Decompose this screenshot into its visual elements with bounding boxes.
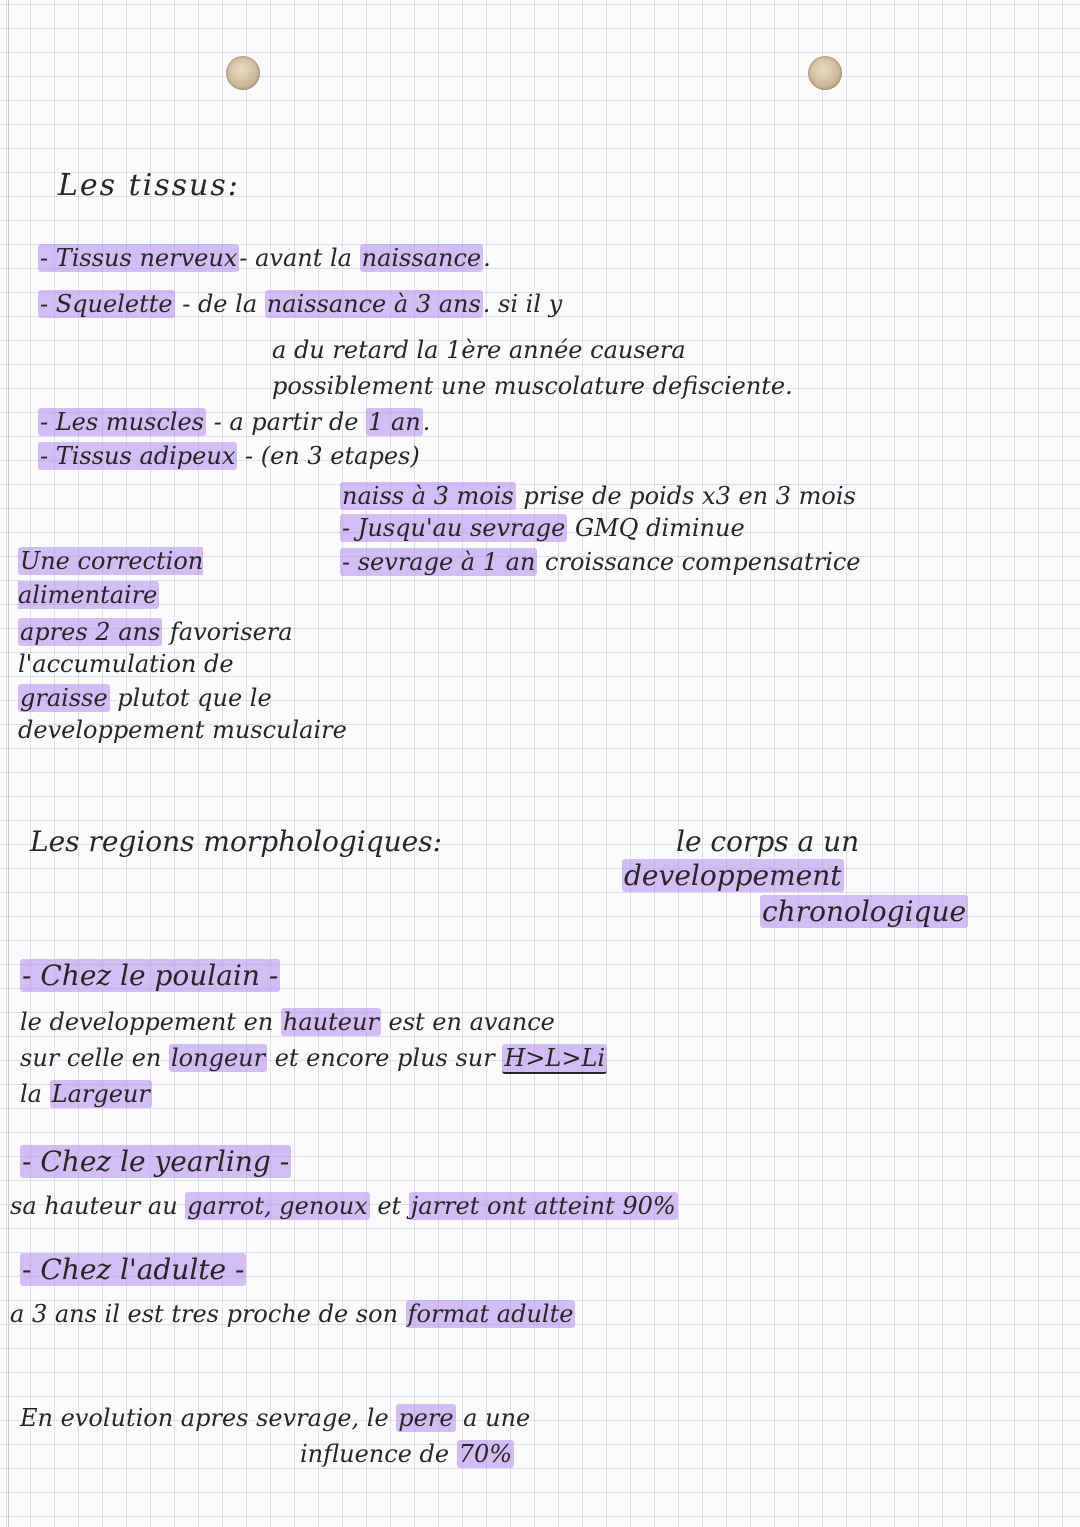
tissue-label: - Tissus adipeux bbox=[40, 442, 236, 470]
regions-heading: Les regions morphologiques: bbox=[30, 825, 443, 858]
yearling-line-1 bbox=[10, 1192, 678, 1220]
yearling-highlight: jarret ont atteint 90% bbox=[410, 1192, 676, 1220]
poulain-highlight: longeur bbox=[171, 1044, 266, 1072]
tissue-nerveux bbox=[38, 244, 491, 272]
poulain-text: est en avance bbox=[380, 1008, 555, 1036]
poulain-heading bbox=[20, 959, 280, 992]
poulain-highlight: Largeur bbox=[51, 1080, 150, 1108]
evolution-highlight: pere bbox=[398, 1404, 454, 1432]
poulain-ratio: H>L>Li bbox=[504, 1044, 606, 1072]
regions-line-2 bbox=[622, 859, 844, 892]
evolution-text: a une bbox=[455, 1404, 531, 1432]
correction-highlight: Une correction alimentaire bbox=[18, 547, 204, 609]
adipeux-step-2 bbox=[340, 514, 745, 542]
adulte-highlight: format adulte bbox=[407, 1300, 574, 1328]
tissue-label: - Tissus nerveux bbox=[40, 244, 238, 272]
regions-highlight: chronologique bbox=[762, 895, 967, 928]
adipeux-step-1 bbox=[340, 482, 856, 510]
adulte-heading bbox=[20, 1253, 246, 1286]
tissue-muscles bbox=[38, 408, 430, 436]
evolution-line-1 bbox=[20, 1404, 530, 1432]
poulain-text: sur celle en bbox=[20, 1044, 169, 1072]
adulte-title: - Chez l'adulte - bbox=[22, 1253, 245, 1286]
tissue-text: - avant la bbox=[239, 244, 360, 272]
tissue-text: - (en 3 etapes) bbox=[237, 442, 420, 470]
correction-highlight: apres 2 ans bbox=[20, 618, 161, 646]
regions-highlight: developpement bbox=[624, 859, 842, 892]
poulain-text: et encore plus sur bbox=[267, 1044, 503, 1072]
poulain-text: le developpement en bbox=[20, 1008, 281, 1036]
evolution-highlight: 70% bbox=[458, 1440, 513, 1468]
yearling-heading bbox=[20, 1145, 291, 1178]
poulain-text: la bbox=[20, 1080, 50, 1108]
correction-text: plutot que le bbox=[109, 684, 272, 712]
adipeux-step-3 bbox=[340, 548, 860, 576]
squelette-continuation-2: possiblement une muscolature defisciente. bbox=[272, 372, 793, 400]
correction-text: favorisera bbox=[162, 618, 293, 646]
poulain-line-2 bbox=[20, 1044, 607, 1072]
yearling-text: sa hauteur au bbox=[10, 1192, 186, 1220]
adulte-line-1 bbox=[10, 1300, 575, 1328]
step-text: prise de poids x3 en 3 mois bbox=[515, 482, 856, 510]
correction-highlight: graisse bbox=[20, 684, 108, 712]
tissue-text: - de la bbox=[174, 290, 265, 318]
step-text: croissance compensatrice bbox=[537, 548, 861, 576]
adulte-text: a 3 ans il est tres proche de son bbox=[10, 1300, 406, 1328]
tissue-label: - Les muscles bbox=[40, 408, 204, 436]
poulain-line-3 bbox=[20, 1080, 152, 1108]
tissue-highlight: 1 an bbox=[368, 408, 421, 436]
poulain-highlight: hauteur bbox=[282, 1008, 379, 1036]
correction-line-3 bbox=[18, 618, 293, 646]
tissue-end: . bbox=[483, 244, 491, 272]
evolution-text: En evolution apres sevrage, le bbox=[20, 1404, 397, 1432]
regions-text: le corps a un bbox=[676, 825, 860, 858]
correction-line-4: l'accumulation de bbox=[18, 650, 234, 678]
regions-line-3 bbox=[760, 895, 968, 928]
poulain-title: - Chez le poulain - bbox=[22, 959, 279, 992]
tissue-squelette bbox=[38, 290, 562, 318]
yearling-text: et bbox=[369, 1192, 409, 1220]
tissue-adipeux bbox=[38, 442, 420, 470]
correction-line-5 bbox=[18, 684, 272, 712]
tissue-highlight: naissance bbox=[361, 244, 482, 272]
poulain-line-1 bbox=[20, 1008, 555, 1036]
tissue-end: . bbox=[422, 408, 431, 436]
tissue-label: - Squelette bbox=[40, 290, 173, 318]
binder-hole-right bbox=[808, 56, 842, 90]
binder-hole-left bbox=[226, 56, 260, 90]
yearling-highlight: garrot, genoux bbox=[187, 1192, 368, 1220]
evolution-line-2 bbox=[300, 1440, 514, 1468]
regions-title bbox=[30, 825, 443, 858]
squelette-continuation-1: a du retard la 1ère année causera bbox=[272, 336, 686, 364]
margin-line bbox=[8, 0, 9, 1527]
step-highlight: naiss à 3 mois bbox=[342, 482, 514, 510]
step-highlight: - sevrage à 1 an bbox=[342, 548, 536, 576]
step-highlight: - Jusqu'au sevrage bbox=[342, 514, 566, 542]
page-title: Les tissus: bbox=[58, 168, 240, 203]
yearling-title: - Chez le yearling - bbox=[22, 1145, 290, 1178]
tissue-text: - a partir de bbox=[206, 408, 367, 436]
tissue-end: . si il y bbox=[482, 290, 563, 318]
correction-heading bbox=[18, 544, 318, 612]
tissue-highlight: naissance à 3 ans bbox=[266, 290, 481, 318]
correction-line-6: developpement musculaire bbox=[18, 716, 347, 744]
evolution-text: influence de bbox=[300, 1440, 457, 1468]
step-text: GMQ diminue bbox=[567, 514, 745, 542]
